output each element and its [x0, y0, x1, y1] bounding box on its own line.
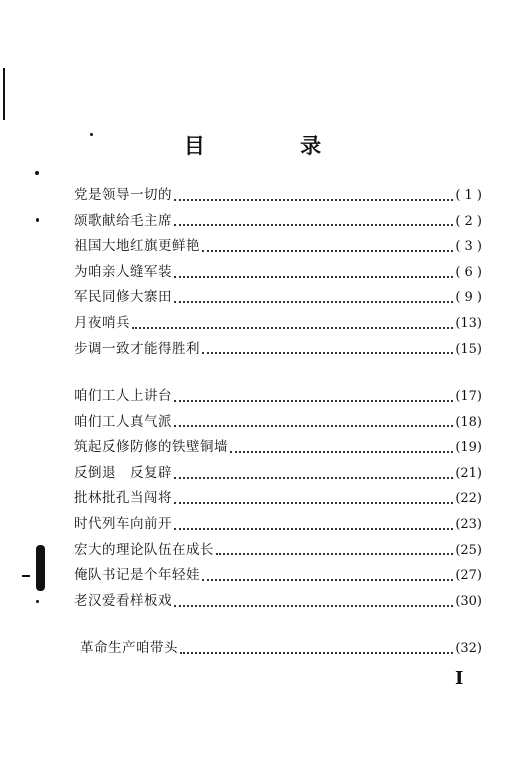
dot-leader	[174, 528, 453, 530]
toc-entry-page: (13)	[455, 315, 482, 331]
toc-section-2	[74, 384, 482, 614]
page-number-mark: I	[455, 668, 464, 689]
scan-dot-3	[36, 218, 39, 222]
toc-entry-page: ( 3 )	[455, 239, 482, 255]
toc-entry-title: 时代列车向前开	[74, 515, 172, 532]
dot-leader	[174, 425, 453, 427]
dot-leader	[202, 250, 453, 252]
dot-leader	[180, 652, 453, 654]
toc-entry	[80, 636, 482, 662]
toc-entry-page: ( 2 )	[455, 213, 482, 229]
toc-entry-title: 批林批孔当闯将	[74, 490, 172, 507]
scan-dash	[22, 575, 30, 577]
toc-entry-title: 反倒退 反复辟	[74, 464, 172, 481]
toc-entry	[74, 311, 482, 337]
toc-entry-title: 俺队书记是个年轻娃	[74, 567, 200, 584]
toc-entry	[74, 435, 482, 461]
toc-entry	[74, 538, 482, 564]
dot-leader	[174, 199, 453, 201]
dot-leader	[216, 553, 453, 555]
toc-section-3	[80, 636, 482, 662]
toc-entry-page: ( 9 )	[455, 290, 482, 306]
toc-entry-title: 祖国大地红旗更鲜艳	[74, 238, 200, 255]
toc-entry-title: 颂歌献给毛主席	[74, 212, 172, 229]
toc-entry-page: (15)	[455, 341, 482, 357]
toc-entry	[74, 410, 482, 436]
toc-entry-page: (18)	[455, 414, 482, 430]
toc-entry-title: 军民同修大寨田	[74, 289, 172, 306]
toc-entry	[74, 337, 482, 363]
dot-leader	[174, 276, 453, 278]
toc-entry-page: ( 6 )	[455, 264, 482, 280]
toc-entry-page: (22)	[455, 491, 482, 507]
toc-section-1	[74, 183, 482, 362]
toc-entry-page: (17)	[455, 389, 482, 404]
toc-entry	[74, 461, 482, 487]
toc-entry-title: 党是领导一切的	[74, 187, 172, 203]
page-title: 目 录	[183, 134, 366, 158]
dot-leader	[174, 400, 453, 402]
toc-entry-page: (23)	[455, 516, 482, 532]
toc-entry-page: (32)	[455, 641, 482, 656]
toc-entry-page: ( 1 )	[455, 188, 482, 203]
dot-leader	[174, 502, 453, 504]
toc-entry	[74, 285, 482, 311]
toc-entry	[74, 234, 482, 260]
dot-leader	[132, 327, 453, 329]
toc-entry-title: 宏大的理论队伍在成长	[74, 541, 214, 558]
dot-leader	[230, 451, 453, 453]
toc-entry	[74, 512, 482, 538]
dot-leader	[174, 477, 453, 479]
toc-entry	[74, 589, 482, 615]
scan-mark-top	[3, 68, 5, 120]
dot-leader	[174, 301, 453, 303]
toc-entry-title: 咱们工人真气派	[74, 413, 172, 430]
toc-entry	[74, 260, 482, 286]
dot-leader	[202, 579, 453, 581]
toc-entry-title: 老汉爱看样板戏	[74, 592, 172, 609]
scan-dot-2	[35, 171, 39, 175]
toc-entry	[74, 183, 482, 209]
scan-dot-4	[36, 600, 39, 603]
toc-entry-title: 为咱亲人缝军装	[74, 263, 172, 280]
toc-entry-page: (21)	[455, 465, 482, 481]
scan-blot	[36, 545, 45, 591]
toc-entry	[74, 563, 482, 589]
toc-entry	[74, 209, 482, 235]
toc-entry-title: 咱们工人上讲台	[74, 388, 172, 404]
dot-leader	[202, 352, 453, 354]
dot-leader	[174, 605, 453, 607]
toc-entry-page: (27)	[455, 568, 482, 584]
toc-entry-title: 步调一致才能得胜利	[74, 340, 200, 357]
toc-entry-title: 革命生产咱带头	[80, 640, 178, 656]
toc-entry-page: (19)	[455, 440, 482, 456]
toc-entry	[74, 384, 482, 410]
toc-entry	[74, 486, 482, 512]
toc-entry-title: 月夜哨兵	[74, 314, 130, 331]
toc-entry-page: (30)	[455, 593, 482, 609]
toc-entry-page: (25)	[455, 542, 482, 558]
dot-leader	[174, 224, 453, 226]
toc-entry-title: 筑起反修防修的铁壁铜墙	[74, 439, 228, 456]
